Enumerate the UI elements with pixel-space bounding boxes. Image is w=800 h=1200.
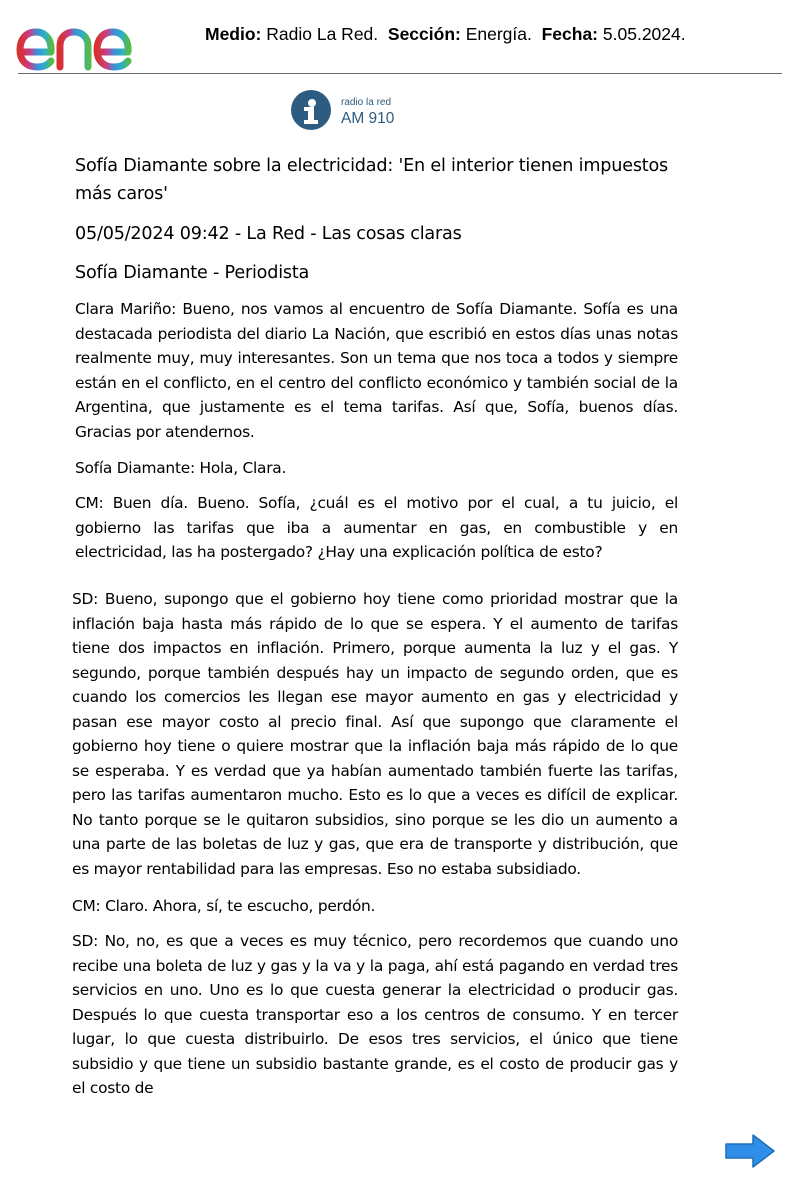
header-divider xyxy=(18,73,782,74)
transcript-paragraph-3: CM: Buen día. Bueno. Sofía, ¿cuál es el motivo por el cual, a tu juicio, el gobierno las tarifas que iba a aumentar en gas, en combustible y en electricidad, las ha postergado? ¿Hay una explicación política de esto? xyxy=(75,494,678,561)
station-frequency: AM 910 xyxy=(341,110,395,127)
radio-station-badge xyxy=(291,90,401,132)
seccion-label: Sección: xyxy=(387,24,461,44)
logo-text: enel xyxy=(16,8,19,9)
transcript-paragraph-5: CM: Claro. Ahora, sí, te escucho, perdón. xyxy=(72,897,376,915)
medio-label: Medio: xyxy=(205,24,262,44)
radio-la-red-logo-icon xyxy=(291,90,331,130)
fecha-label: Fecha: xyxy=(541,24,599,44)
article-meta: 05/05/2024 09:42 - La Red - Las cosas claras xyxy=(75,224,462,244)
station-name: radio la red xyxy=(341,97,392,108)
arrow-right-icon[interactable] xyxy=(724,1133,776,1169)
transcript-paragraph-6: SD: No, no, es que a veces es muy técnico, pero recordemos que cuando uno recibe una boleta de luz y gas y la va y la paga, ahí está pagando en verdad tres servicios en uno. Uno es lo que cuesta generar la electricidad o producir gas. Después lo que cuesta transportar eso a los centros de consumo. Y en tercer lugar, lo que cuesta distribuirlo. De esos tres servicios, el único que tiene subsidio y que tiene un subsidio bastante grande, es el costo de producir gas y el costo de xyxy=(72,932,678,1097)
enel-logo xyxy=(16,8,178,72)
transcript-paragraph-1: Clara Mariño: Bueno, nos vamos al encuentro de Sofía Diamante. Sofía es una destacada periodista del diario La Nación, que escribió en estos días unas notas realmente muy, muy interesantes. Son un tema que nos toca a todos y siempre están en el conflicto, en el centro del conflicto económico y también social de la Argentina, que justamente es el tema tarifas. Así que, Sofía, buenos días. Gracias por atendernos. xyxy=(75,300,678,441)
seccion-value: Energía. xyxy=(465,24,532,44)
transcript-paragraph-4: SD: Bueno, supongo que el gobierno hoy tiene como prioridad mostrar que la inflación baja hasta más rápido de lo que se espera. Y el aumento de tarifas tiene dos impactos en inflación. Primero, porque aumenta la luz y el gas. Y segundo, porque también después hay un impacto de segundo orden, que es cuando los comercios les llegan ese mayor aumento en gas y electricidad y pasan ese mayor costo al precio final. Así que supongo que claramente el gobierno hoy tiene o quiere mostrar que la inflación baja más rápido de lo que se esperaba. Y es verdad que ya habían aumentado también fuerte las tarifas, pero las tarifas aumentaron mucho. Esto es lo que a veces es difícil de explicar. No tanto porque se le quitaron subsidios, sino porque se les dio un aumento a una parte de las boletas de luz y gas, que era de transporte y distribución, que es mayor rentabilidad para las empresas. Eso no estaba subsidiado. xyxy=(72,590,678,878)
transcript-paragraph-2: Sofía Diamante: Hola, Clara. xyxy=(75,459,287,477)
header-meta xyxy=(205,24,686,45)
article-speaker: Sofía Diamante - Periodista xyxy=(75,263,310,283)
article-title: Sofía Diamante sobre la electricidad: 'En el interior tienen impuestos más caros' xyxy=(75,156,669,204)
medio-value: Radio La Red. xyxy=(266,24,379,44)
fecha-value: 5.05.2024. xyxy=(602,24,686,44)
